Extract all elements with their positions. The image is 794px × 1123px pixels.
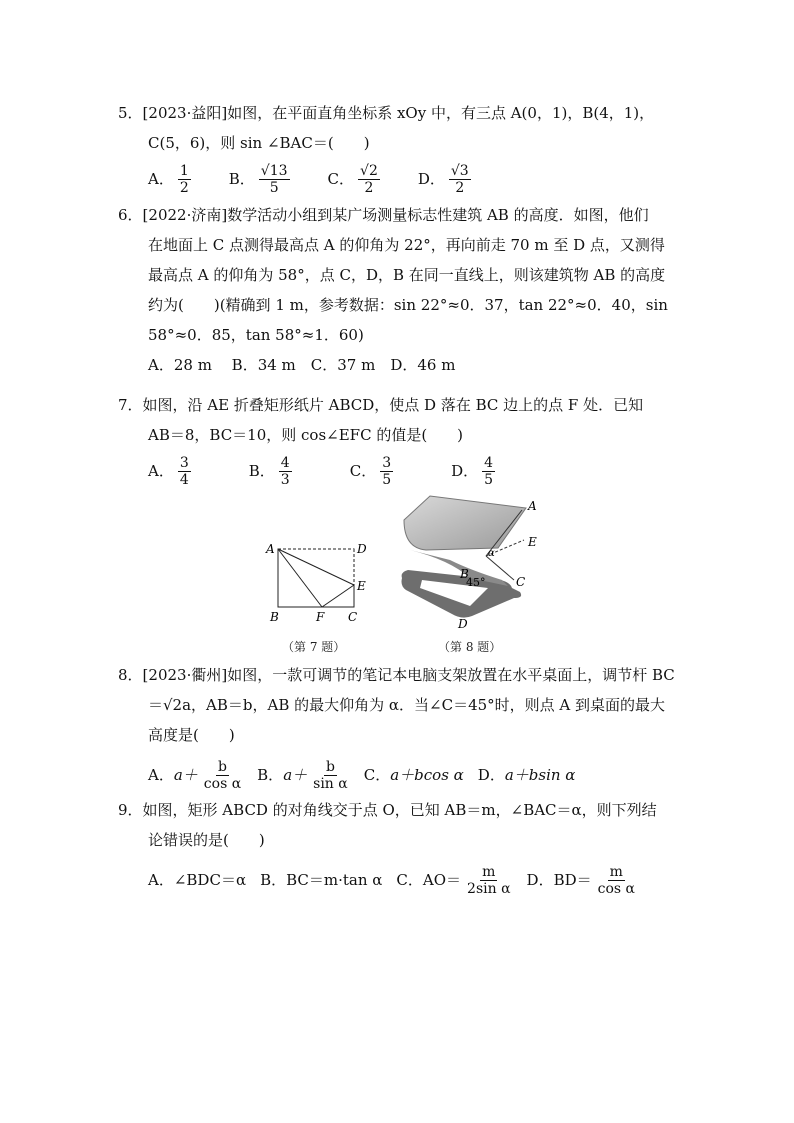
- figure-7-rectangle-fold: [258, 535, 378, 630]
- q5-option-a[interactable]: A． $\frac{1}{2}$: [148, 162, 189, 196]
- figure-8-caption: （第 8 题）: [438, 640, 502, 654]
- q9-option-b[interactable]: B． BC＝m·tan α: [260, 871, 383, 889]
- question-8: [118, 660, 678, 800]
- q6-line-5: 58°≈0．85，tan 58°≈1．60): [148, 326, 364, 344]
- fraction: $\frac{3}{4}$: [179, 454, 189, 488]
- label-e: E: [528, 535, 537, 549]
- q9-option-d[interactable]: D． BD＝ $\frac{m}{\text{cos α}}$: [526, 863, 635, 897]
- q5-line-2: C(5，6)，则 sin ∠BAC＝( ): [148, 134, 370, 152]
- label-alpha: α: [488, 548, 495, 559]
- figure-7-caption: （第 7 题）: [282, 640, 346, 654]
- label-c: C: [348, 610, 358, 624]
- label-f: F: [316, 610, 325, 624]
- q7-line-1: 7．如图，沿 AE 折叠矩形纸片 ABCD，使点 D 落在 BC 边上的点 F 处．已知: [118, 396, 644, 414]
- q9-line-1: 9．如图，矩形 ABCD 的对角线交于点 O，已知 AB＝m，∠BAC＝α，则下列结: [118, 801, 657, 819]
- segment-af: [278, 549, 322, 607]
- fraction: $\frac{b}{\text{sin α}}$: [313, 758, 348, 792]
- segment-fe: [322, 585, 354, 607]
- fraction: $\frac{√2}{2}$: [360, 162, 378, 196]
- q9-line-2: 论错误的是( ): [148, 831, 265, 849]
- laptop-lid: [404, 496, 526, 550]
- q9-option-a[interactable]: A． ∠BDC＝α: [148, 871, 247, 889]
- fraction: $\frac{3}{5}$: [382, 454, 392, 488]
- q5-option-d[interactable]: D． $\frac{√3}{2}$: [417, 162, 469, 196]
- q7-options: [118, 450, 678, 492]
- q5-line-1: 5．[2023·益阳]如图，在平面直角坐标系 xOy 中，有三点 A(0，1)，B(4，1)，: [118, 104, 655, 122]
- figure-8-laptop-stand: [390, 490, 550, 630]
- fraction: $\frac{m}{\text{2sin α}}$: [467, 863, 511, 897]
- label-a: A: [528, 499, 537, 513]
- q6-line-3: 最高点 A 的仰角为 58°，点 C，D，B 在同一直线上，则该建筑物 AB 的高度: [148, 266, 666, 284]
- fraction: $\frac{4}{5}$: [484, 454, 494, 488]
- fold-line-ae: [278, 549, 354, 585]
- q8-option-d[interactable]: D． a＋bsin α: [477, 766, 576, 784]
- q9-option-c[interactable]: C． AO＝ $\frac{m}{\text{2sin α}}$: [396, 863, 511, 897]
- label-b: B: [460, 567, 469, 581]
- label-a: A: [266, 542, 275, 556]
- q7-line-2: AB＝8，BC＝10，则 cos∠EFC 的值是( ): [148, 426, 464, 444]
- fraction: $\frac{√3}{2}$: [450, 162, 469, 196]
- question-5: [118, 98, 678, 200]
- q8-option-b[interactable]: B． a＋ $\frac{b}{\text{sin α}}$: [257, 758, 348, 792]
- question-6: [118, 200, 678, 380]
- q7-option-d[interactable]: D． $\frac{4}{5}$: [451, 454, 494, 488]
- q8-option-c[interactable]: C． a＋bcos α: [363, 766, 464, 784]
- label-c: C: [516, 575, 526, 589]
- label-d: D: [357, 542, 367, 556]
- label-angle-45: 45°: [466, 576, 486, 589]
- q7-option-a[interactable]: A． $\frac{3}{4}$: [148, 454, 189, 488]
- fraction: $\frac{1}{2}$: [179, 162, 189, 196]
- fraction: $\frac{4}{3}$: [280, 454, 290, 488]
- label-d: D: [458, 617, 468, 630]
- q6-line-1: 6．[2022·济南]数学活动小组到某广场测量标志性建筑 AB 的高度．如图，他们: [118, 206, 649, 224]
- q8-line-2: ＝√2a，AB＝b，AB 的最大仰角为 α．当∠C＝45°时，则点 A 到桌面的最大: [148, 696, 666, 714]
- q7-option-c[interactable]: C． $\frac{3}{5}$: [349, 454, 392, 488]
- q8-option-a[interactable]: A． a＋ $\frac{b}{\text{cos α}}$: [148, 758, 242, 792]
- q6-options[interactable]: A．28 m B．34 m C．37 m D．46 m: [148, 356, 456, 374]
- question-7: [118, 390, 678, 492]
- fraction: $\frac{√13}{5}$: [260, 162, 288, 196]
- q7-option-b[interactable]: B． $\frac{4}{3}$: [248, 454, 290, 488]
- label-b: B: [270, 610, 279, 624]
- q8-line-3: 高度是( ): [148, 726, 235, 744]
- q5-option-b[interactable]: B． $\frac{√13}{5}$: [228, 162, 288, 196]
- q5-options: [118, 158, 678, 200]
- q5-option-c[interactable]: C． $\frac{√2}{2}$: [327, 162, 378, 196]
- question-9: [118, 795, 678, 905]
- q6-line-2: 在地面上 C 点测得最高点 A 的仰角为 22°，再向前走 70 m 至 D 点，又测得: [148, 236, 665, 254]
- q6-line-4: 约为( )(精确到 1 m，参考数据：sin 22°≈0．37，tan 22°≈0．40，sin: [148, 296, 668, 314]
- q8-line-1: 8．[2023·衢州]如图，一款可调节的笔记本电脑支架放置在水平桌面上，调节杆 BC: [118, 666, 675, 684]
- fraction: $\frac{m}{\text{cos α}}$: [597, 863, 635, 897]
- label-e: E: [357, 579, 366, 593]
- q8-options: [118, 750, 678, 800]
- q9-options: [118, 855, 678, 905]
- fraction: $\frac{b}{\text{cos α}}$: [203, 758, 242, 792]
